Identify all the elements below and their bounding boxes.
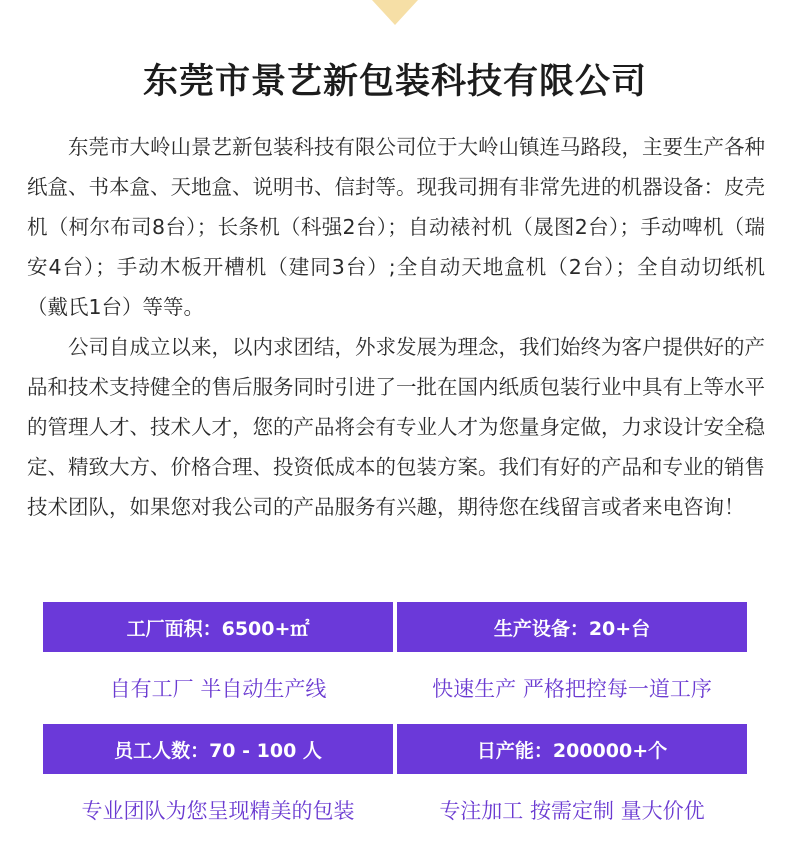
stat-staff-count: 员工人数：70 - 100 人	[43, 724, 393, 774]
stat-factory-area-desc: 自有工厂 半自动生产线	[109, 677, 327, 701]
page-title: 东莞市景艺新包装科技有限公司	[142, 62, 647, 102]
stat-factory-area: 工厂面积：6500+㎡	[43, 602, 393, 652]
chevron-down-icon	[372, 0, 418, 25]
intro-paragraph-1: 东莞市大岭山景艺新包装科技有限公司位于大岭山镇连马路段，主要生产各种纸盒、书本盒、天地盒、说明书、信封等。现我司拥有非常先进的机器设备：皮壳机（柯尔布司8台）；长条机（科强2台）；自动裱衬机（晟图2台）；手动啤机（瑞安4台）；手动木板开槽机（建同3台）;全自动天地盒机（2台）；全自动切纸机（戴氏1台）等等。	[27, 135, 765, 319]
stat-staff-count-desc: 专业团队为您呈现精美的包装	[81, 799, 355, 823]
stats-row-1	[43, 602, 747, 652]
company-intro	[27, 127, 765, 527]
stat-equipment: 生产设备：20+台	[397, 602, 747, 652]
stat-daily-capacity-desc: 专注加工 按需定制 量大价优	[439, 799, 705, 823]
intro-paragraph-2: 公司自成立以来，以内求团结，外求发展为理念，我们始终为客户提供好的产品和技术支持健全的售后服务同时引进了一批在国内纸质包装行业中具有上等水平的管理人才、技术人才，您的产品将会有专业人才为您量身定做，力求设计安全稳定、精致大方、价格合理、投资低成本的包装方案。我们有好的产品和专业的销售技术团队，如果您对我公司的产品服务有兴趣，期待您在线留言或者来电咨询！	[27, 335, 765, 519]
stat-daily-capacity: 日产能：200000+个	[397, 724, 747, 774]
stats-row-2	[43, 724, 747, 774]
stats-desc-row-1	[43, 652, 747, 724]
stats-grid	[43, 602, 747, 846]
stats-desc-row-2	[43, 774, 747, 846]
stat-equipment-desc: 快速生产 严格把控每一道工序	[432, 677, 712, 701]
